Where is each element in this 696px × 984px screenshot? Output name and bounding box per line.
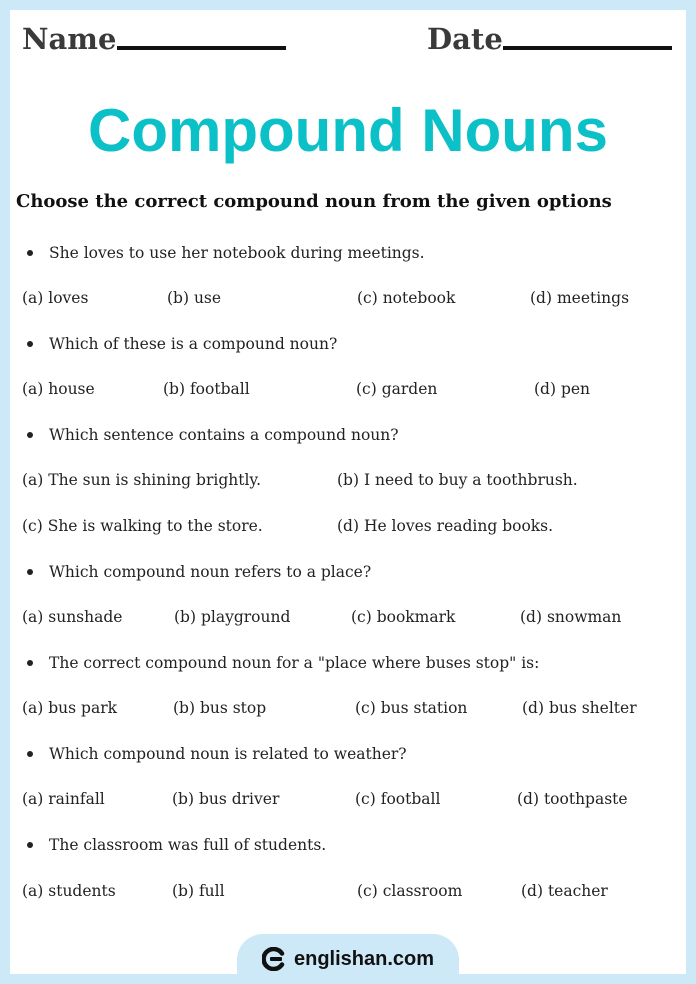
bullet-icon: [27, 341, 33, 347]
question-6: [27, 745, 407, 763]
question-7: [27, 836, 326, 854]
footer-badge: [237, 934, 459, 984]
option-5-d[interactable]: (d) bus shelter: [522, 699, 637, 717]
englishan-logo-icon: [262, 947, 286, 971]
option-7-a[interactable]: (a) students: [22, 882, 116, 900]
bullet-icon: [27, 660, 33, 666]
date-field-line[interactable]: [503, 46, 672, 50]
page-title: Compound Nouns: [88, 97, 608, 164]
option-6-b[interactable]: (b) bus driver: [172, 790, 280, 808]
option-2-d[interactable]: (d) pen: [534, 380, 591, 398]
question-4: [27, 563, 371, 581]
option-3-d[interactable]: (d) He loves reading books.: [337, 517, 554, 535]
option-1-c[interactable]: (c) notebook: [357, 289, 456, 307]
option-1-b[interactable]: (b) use: [167, 289, 222, 307]
option-7-d[interactable]: (d) teacher: [521, 882, 608, 900]
question-5: [27, 654, 539, 672]
option-7-c[interactable]: (c) classroom: [357, 882, 463, 900]
option-3-a[interactable]: (a) The sun is shining brightly.: [22, 471, 262, 489]
bullet-icon: [27, 432, 33, 438]
name-label: Name: [22, 22, 117, 56]
option-7-b[interactable]: (b) full: [172, 882, 225, 900]
name-field-line[interactable]: [117, 46, 286, 50]
option-4-a[interactable]: (a) sunshade: [22, 608, 123, 626]
question-text: The classroom was full of students.: [49, 836, 327, 854]
option-1-a[interactable]: (a) loves: [22, 289, 89, 307]
option-3-b[interactable]: (b) I need to buy a toothbrush.: [337, 471, 578, 489]
option-1-d[interactable]: (d) meetings: [530, 289, 630, 307]
question-2: [27, 335, 337, 353]
question-text: She loves to use her notebook during meetings.: [49, 244, 425, 262]
bullet-icon: [27, 250, 33, 256]
option-6-a[interactable]: (a) rainfall: [22, 790, 105, 808]
option-2-b[interactable]: (b) football: [163, 380, 250, 398]
question-text: Which sentence contains a compound noun?: [49, 426, 399, 444]
question-text: Which compound noun is related to weather?: [49, 745, 407, 763]
question-3: [27, 426, 399, 444]
bullet-icon: [27, 751, 33, 757]
option-6-c[interactable]: (c) football: [355, 790, 441, 808]
option-5-c[interactable]: (c) bus station: [355, 699, 468, 717]
question-text: Which compound noun refers to a place?: [49, 563, 372, 581]
option-2-a[interactable]: (a) house: [22, 380, 95, 398]
instructions: Choose the correct compound noun from the given options: [16, 191, 612, 212]
option-2-c[interactable]: (c) garden: [356, 380, 438, 398]
option-4-d[interactable]: (d) snowman: [520, 608, 622, 626]
option-6-d[interactable]: (d) toothpaste: [517, 790, 628, 808]
option-4-b[interactable]: (b) playground: [174, 608, 291, 626]
question-text: Which of these is a compound noun?: [49, 335, 338, 353]
site-name: englishan.com: [293, 947, 435, 970]
question-text: The correct compound noun for a "place where buses stop" is:: [49, 654, 540, 672]
option-5-a[interactable]: (a) bus park: [22, 699, 118, 717]
option-4-c[interactable]: (c) bookmark: [351, 608, 456, 626]
question-1: [27, 244, 425, 262]
bullet-icon: [27, 842, 33, 848]
date-label: Date: [427, 22, 503, 56]
option-5-b[interactable]: (b) bus stop: [173, 699, 267, 717]
bullet-icon: [27, 569, 33, 575]
option-3-c[interactable]: (c) She is walking to the store.: [22, 517, 263, 535]
